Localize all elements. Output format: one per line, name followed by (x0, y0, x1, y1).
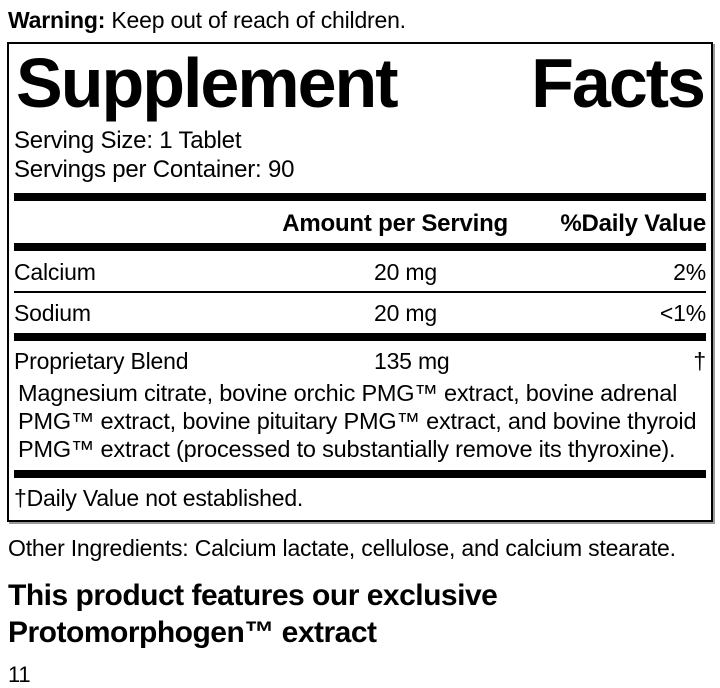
nutrient-daily-value: † (693, 348, 706, 374)
supplement-facts-panel (7, 42, 713, 522)
title-word-supplement: Supplement (16, 44, 397, 122)
table-row-sodium (14, 293, 706, 333)
warning-line (0, 0, 720, 33)
header-amount-per-serving: Amount per Serving (282, 210, 508, 237)
nutrient-amount: 135 mg (374, 348, 450, 374)
product-feature-line1: This product features our exclusive (8, 579, 498, 612)
header-daily-value: %Daily Value (560, 210, 706, 237)
nutrient-name: Sodium (14, 300, 91, 326)
servings-per-container: Servings per Container: 90 (14, 156, 295, 183)
page-number: 11 (8, 662, 31, 687)
nutrient-name: Proprietary Blend (14, 348, 189, 374)
divider-bar-thick (14, 470, 706, 478)
product-feature-text (8, 577, 720, 651)
divider-bar-thick (14, 333, 706, 341)
nutrient-daily-value: <1% (659, 300, 706, 326)
title-word-facts: Facts (531, 44, 704, 122)
nutrient-name: Calcium (14, 259, 96, 285)
serving-size: Serving Size: 1 Tablet (14, 127, 242, 154)
nutrient-daily-value: 2% (673, 259, 706, 285)
product-feature-line2: Protomorphogen™ extract (8, 616, 377, 649)
divider-bar-thick (14, 193, 706, 201)
divider-bar-thick (14, 243, 706, 251)
table-row-proprietary-blend (14, 341, 706, 379)
supplement-facts-title (14, 44, 706, 122)
daily-value-footnote: †Daily Value not established. (14, 485, 304, 511)
nutrient-amount: 20 mg (374, 300, 437, 326)
nutrient-amount: 20 mg (374, 259, 437, 285)
table-row-calcium (14, 251, 706, 293)
other-ingredients: Other Ingredients: Calcium lactate, cellulose, and calcium stearate. (8, 535, 676, 561)
facts-table-header (14, 209, 706, 239)
blend-description: Magnesium citrate, bovine orchic PMG™ extract, bovine adrenal PMG™ extract, bovine pituitary PMG™ extract, and bovine thyroid PMG™ extract (processed to substantially remove its thyroxine). (18, 380, 697, 462)
warning-text: Keep out of reach of children. (105, 7, 406, 33)
warning-label: Warning: (8, 7, 106, 33)
